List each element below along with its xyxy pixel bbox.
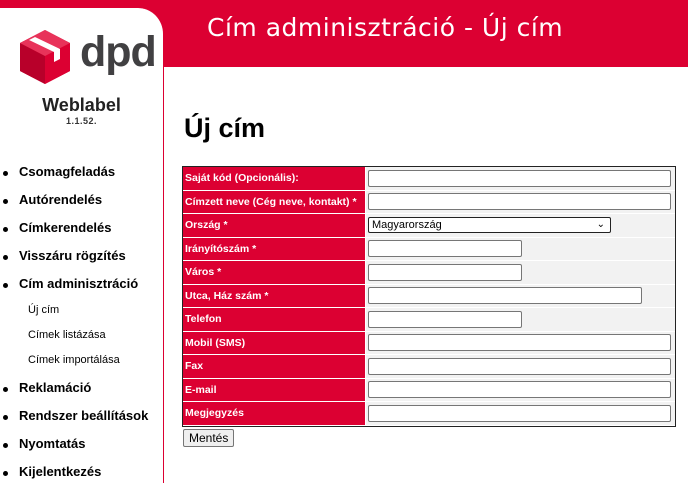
field-label: E-mail — [183, 378, 366, 402]
field-label: Saját kód (Opcionális): — [183, 167, 366, 191]
field-label: Ország * — [183, 214, 366, 238]
form-row — [183, 331, 676, 355]
recipient-name-input[interactable] — [368, 193, 671, 210]
subnav-item-cimek-listazasa[interactable]: Címek listázása — [28, 329, 106, 341]
field-label: Fax — [183, 355, 366, 379]
product-version: 1.1.52. — [65, 116, 98, 126]
nav-item-label: Cím adminisztráció — [19, 276, 139, 291]
address-form — [182, 166, 676, 426]
save-button[interactable]: Mentés — [183, 429, 234, 447]
nav-item-label: Csomagfeladás — [19, 164, 116, 179]
city-input[interactable] — [368, 264, 522, 281]
chevron-down-icon: ⌄ — [596, 219, 605, 231]
form-row — [183, 214, 676, 238]
product-name: Weblabel — [42, 95, 121, 115]
zip-code-input[interactable] — [368, 240, 522, 257]
page-title: Új cím — [184, 113, 266, 143]
fax-input[interactable] — [368, 358, 671, 375]
own-code-input[interactable] — [368, 170, 671, 187]
form-row — [183, 378, 676, 402]
nav-item-label: Reklamáció — [19, 380, 92, 395]
form-row — [183, 355, 676, 379]
bullet-icon — [3, 255, 8, 260]
field-label: Irányítószám * — [183, 237, 366, 261]
form-row — [183, 284, 676, 308]
field-label: Mobil (SMS) — [183, 331, 366, 355]
phone-input[interactable] — [368, 311, 522, 328]
mobile-input[interactable] — [368, 334, 671, 351]
country-select[interactable] — [368, 217, 611, 233]
app-title: Cím adminisztráció - Új cím — [207, 13, 564, 42]
field-label: Telefon — [183, 308, 366, 332]
bullet-icon — [3, 199, 8, 204]
form-row — [183, 190, 676, 214]
bullet-icon — [3, 387, 8, 392]
email-input[interactable] — [368, 381, 671, 398]
nav-item-label: Kijelentkezés — [19, 464, 102, 479]
logo-wordmark: dpd — [80, 28, 156, 76]
country-select-value: Magyarország — [372, 219, 442, 232]
subnav-item-cimek-importalasa[interactable]: Címek importálása — [28, 354, 120, 366]
nav-item-label: Autórendelés — [19, 192, 103, 207]
bullet-icon — [3, 471, 8, 476]
bullet-icon — [3, 283, 8, 288]
nav-item-label: Visszáru rögzítés — [19, 248, 126, 263]
field-label: Város * — [183, 261, 366, 285]
field-label: Címzett neve (Cég neve, kontakt) * — [183, 190, 366, 214]
bullet-icon — [3, 227, 8, 232]
dpd-cube-icon — [14, 26, 76, 88]
form-row — [183, 402, 676, 426]
note-input[interactable] — [368, 405, 671, 422]
form-row — [183, 167, 676, 191]
nav-item-label: Nyomtatás — [19, 436, 86, 451]
nav-item-label: Rendszer beállítások — [19, 408, 149, 423]
bullet-icon — [3, 415, 8, 420]
bullet-icon — [3, 171, 8, 176]
field-label: Utca, Ház szám * — [183, 284, 366, 308]
form-row — [183, 308, 676, 332]
nav-item-label: Címkerendelés — [19, 220, 112, 235]
form-row — [183, 237, 676, 261]
form-row — [183, 261, 676, 285]
field-label: Megjegyzés — [183, 402, 366, 426]
street-input[interactable] — [368, 287, 642, 304]
bullet-icon — [3, 443, 8, 448]
subnav-item-uj-cim[interactable]: Új cím — [28, 304, 60, 316]
